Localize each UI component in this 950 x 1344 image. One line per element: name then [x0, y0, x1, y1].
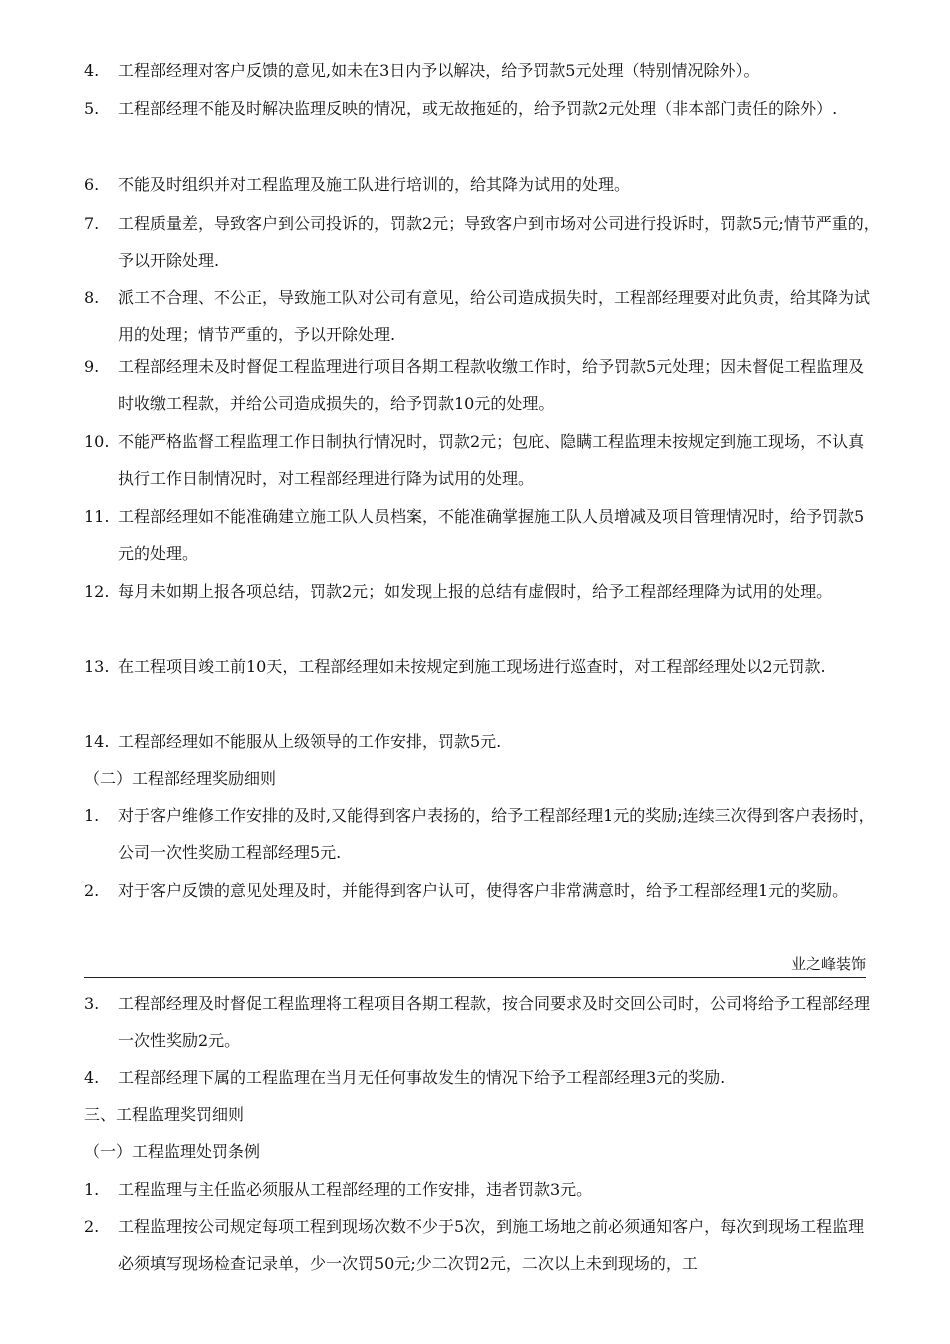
list-item: [84, 1208, 880, 1282]
list-item: [84, 166, 880, 203]
item-number: 14.: [84, 732, 110, 751]
item-number: 4.: [84, 61, 100, 80]
item-number: 3.: [84, 994, 100, 1013]
page-divider: [84, 977, 866, 978]
item-text: 工程部经理对客户反馈的意见,如未在3日内予以解决，给予罚款5元处理（特别情况除外）。: [118, 61, 760, 80]
item-number: 1.: [84, 1180, 100, 1199]
item-number: 12.: [84, 582, 110, 601]
list-item: [84, 1059, 880, 1096]
item-number: 4.: [84, 1068, 100, 1087]
item-number: 11.: [84, 507, 110, 526]
list-item: [84, 797, 880, 871]
item-text: 工程部经理如不能准确建立施工队人员档案，不能准确掌握施工队人员增减及项目管理情况时，给予罚款5元的处理。: [118, 507, 865, 563]
section-heading-penalty: （一）工程监理处罚条例: [84, 1142, 261, 1161]
list-item: [84, 872, 880, 909]
item-number: 2.: [84, 1217, 100, 1236]
item-number: 9.: [84, 357, 100, 376]
list-item: [84, 90, 880, 127]
list-item: [84, 279, 880, 353]
item-number: 7.: [84, 214, 100, 233]
item-text: 不能及时组织并对工程监理及施工队进行培训的，给其降为试用的处理。: [118, 175, 631, 194]
footer-company-label: 业之峰装饰: [790, 955, 866, 973]
item-number: 13.: [84, 657, 110, 676]
item-number: 10.: [84, 432, 110, 451]
item-text: 对于客户反馈的意见处理及时，并能得到客户认可，使得客户非常满意时，给予工程部经理1元的奖励。: [118, 881, 849, 900]
item-number: 2.: [84, 881, 100, 900]
item-text: 对于客户维修工作安排的及时,又能得到客户表扬的，给予工程部经理1元的奖励;连续三次得到客户表扬时，公司一次性奖励工程部经理5元.: [118, 806, 875, 862]
item-text: 工程监理与主任监必须服从工程部经理的工作安排，违者罚款3元。: [118, 1180, 593, 1199]
list-item: [84, 423, 880, 497]
item-text: 工程部经理如不能服从上级领导的工作安排，罚款5元.: [118, 732, 502, 751]
item-number: 8.: [84, 288, 100, 307]
list-item: [84, 1171, 880, 1208]
item-text: 工程部经理下属的工程监理在当月无任何事故发生的情况下给予工程部经理3元的奖励.: [118, 1068, 726, 1087]
item-text: 派工不合理、不公正，导致施工队对公司有意见，给公司造成损失时，工程部经理要对此负责，给其降为试用的处理；情节严重的，予以开除处理.: [118, 288, 871, 344]
section-heading-reward: （二）工程部经理奖励细则: [84, 769, 277, 788]
item-text: 在工程项目竣工前10天，工程部经理如未按规定到施工现场进行巡查时，对工程部经理处以2元罚款.: [118, 657, 826, 676]
item-text: 不能严格监督工程监理工作日制执行情况时，罚款2元；包庇、隐瞒工程监理未按规定到施工现场，不认真执行工作日制情况时，对工程部经理进行降为试用的处理。: [118, 432, 865, 488]
list-item: [84, 348, 880, 422]
list-item: [84, 498, 880, 572]
list-item: [84, 52, 880, 89]
list-item: [84, 205, 880, 279]
list-item: [84, 573, 880, 610]
list-item: [84, 648, 880, 685]
item-number: 1.: [84, 806, 100, 825]
item-text: 工程监理按公司规定每项工程到现场次数不少于5次，到施工场地之前必须通知客户，每次到现场工程监理必须填写现场检查记录单，少一次罚50元;少二次罚2元，二次以上未到现场的，工: [118, 1217, 865, 1273]
item-number: 6.: [84, 175, 100, 194]
list-item: [84, 723, 880, 760]
item-text: 工程部经理未及时督促工程监理进行项目各期工程款收缴工作时，给予罚款5元处理；因未督促工程监理及时收缴工程款，并给公司造成损失的，给予罚款10元的处理。: [118, 357, 865, 413]
section-heading-3: 三、工程监理奖罚细则: [84, 1105, 245, 1124]
item-number: 5.: [84, 99, 100, 118]
item-text: 每月未如期上报各项总结，罚款2元；如发现上报的总结有虚假时，给予工程部经理降为试用的处理。: [118, 582, 833, 601]
item-text: 工程质量差，导致客户到公司投诉的，罚款2元；导致客户到市场对公司进行投诉时，罚款5元;情节严重的，予以开除处理.: [118, 214, 880, 270]
list-item: [84, 985, 880, 1059]
item-text: 工程部经理不能及时解决监理反映的情况，或无故拖延的，给予罚款2元处理（非本部门责任的除外）.: [118, 99, 838, 118]
item-text: 工程部经理及时督促工程监理将工程项目各期工程款，按合同要求及时交回公司时，公司将给予工程部经理一次性奖励2元。: [118, 994, 871, 1050]
